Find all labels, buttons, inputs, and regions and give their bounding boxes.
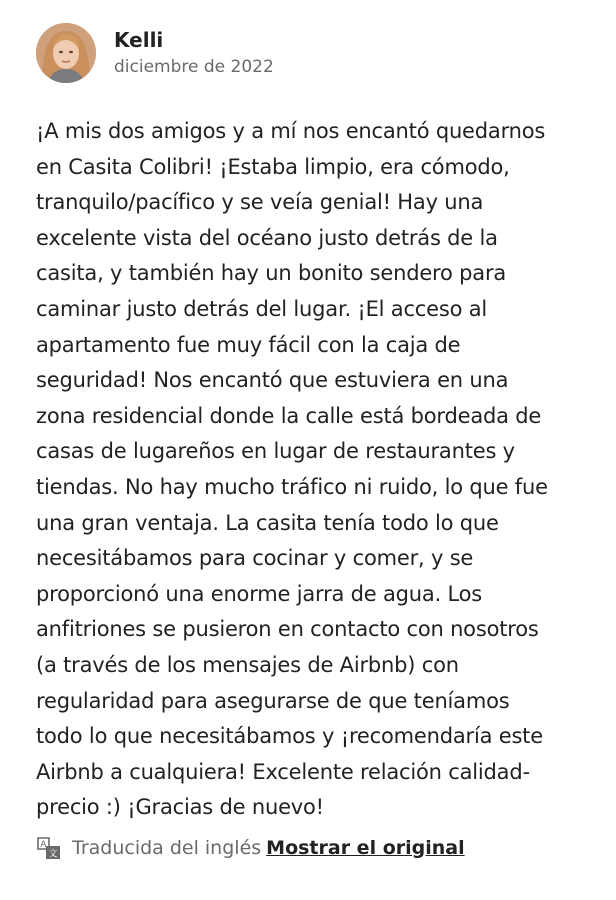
avatar-photo-icon bbox=[36, 23, 96, 83]
review-header bbox=[36, 22, 596, 84]
svg-text:A: A bbox=[40, 839, 47, 850]
review-date: diciembre de 2022 bbox=[114, 57, 274, 77]
review-text: ¡A mis dos amigos y a mí nos encantó quedarnos en Casita Colibri! ¡Estaba limpio, era cómodo, tranquilo/pacífico y se veía genial! Hay una excelente vista del océano justo detrás de la casita, y también hay un bonito sendero para caminar justo detrás del lugar. ¡El acceso al apartamento fue muy fácil con la caja de seguridad! Nos encantó que estuviera en una zona residencial donde la calle está bordeada de casas de lugareños en lugar de restaurantes y tiendas. No hay mucho tráfico ni ruido, lo que fue una gran ventaja. La casita tenía todo lo que necesitábamos para cocinar y comer, y se proporcionó una enorme jarra de agua. Los anfitriones se pusieron en contacto con nosotros (a través de los mensajes de Airbnb) con regularidad para asegurarse de que teníamos todo lo que necesitábamos y ¡recomendaría este Airbnb a cualquiera! Excelente relación calidad- precio :) ¡Gracias de nuevo! bbox=[36, 119, 548, 820]
reviewer-name[interactable]: Kelli bbox=[114, 28, 164, 52]
translate-icon bbox=[36, 835, 62, 861]
show-original-link[interactable]: Mostrar el original bbox=[266, 836, 465, 859]
translation-notice bbox=[36, 834, 596, 862]
translated-label: Traducida del inglés bbox=[72, 836, 262, 859]
review-card bbox=[36, 22, 596, 862]
svg-text:文: 文 bbox=[48, 849, 58, 860]
avatar[interactable] bbox=[36, 23, 96, 83]
reviewer-meta bbox=[114, 27, 274, 79]
